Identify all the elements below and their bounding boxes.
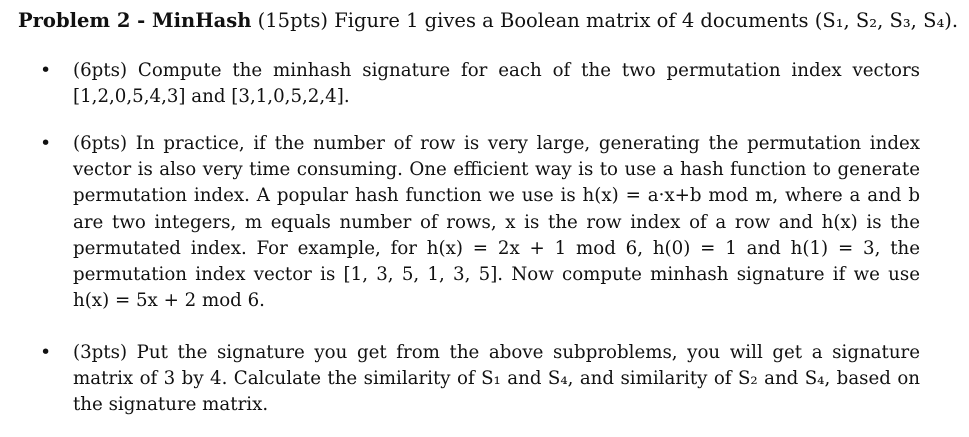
bullet-icon: • [40, 59, 52, 81]
bullet-icon: • [40, 341, 52, 363]
problem-title-rest: (15pts) Figure 1 gives a Boolean matrix of 4 documents (S₁, S₂, S₃, S₄). [251, 9, 959, 32]
list-item-text: (6pts) In practice, if the number of row is very large, generating the permutation index vector is also very time consuming. One efficient way is to use a hash function to generate permutation index. A popular hash function we use is h(x) = a·x+b mod m, where a and b are two integers, m equals number of rows, x is the row index of a row and h(x) is the permutated index. For example, for h(x) = 2x + 1 mod 6, h(0) = 1 and h(1) = 3, the permutation index vector is [1, 3, 5, 1, 3, 5]. Now compute minhash signature if we use h(x) = 5x + 2 mod 6. [73, 133, 920, 312]
problem-heading [18, 8, 958, 34]
bullet-icon: • [40, 132, 52, 154]
problem-title-bold: Problem 2 - MinHash [18, 9, 252, 32]
list-item-text: (6pts) Compute the minhash signature for each of the two permutation index vectors [1,2,0,5,4,3] and [3,1,0,5,2,4]. [73, 60, 920, 108]
list-item-text: (3pts) Put the signature you get from the above subproblems, you will get a signature matrix of 3 by 4. Calculate the similarity of S₁ and S₄, and similarity of S₂ and S₄, based on the signature matrix. [73, 342, 920, 416]
